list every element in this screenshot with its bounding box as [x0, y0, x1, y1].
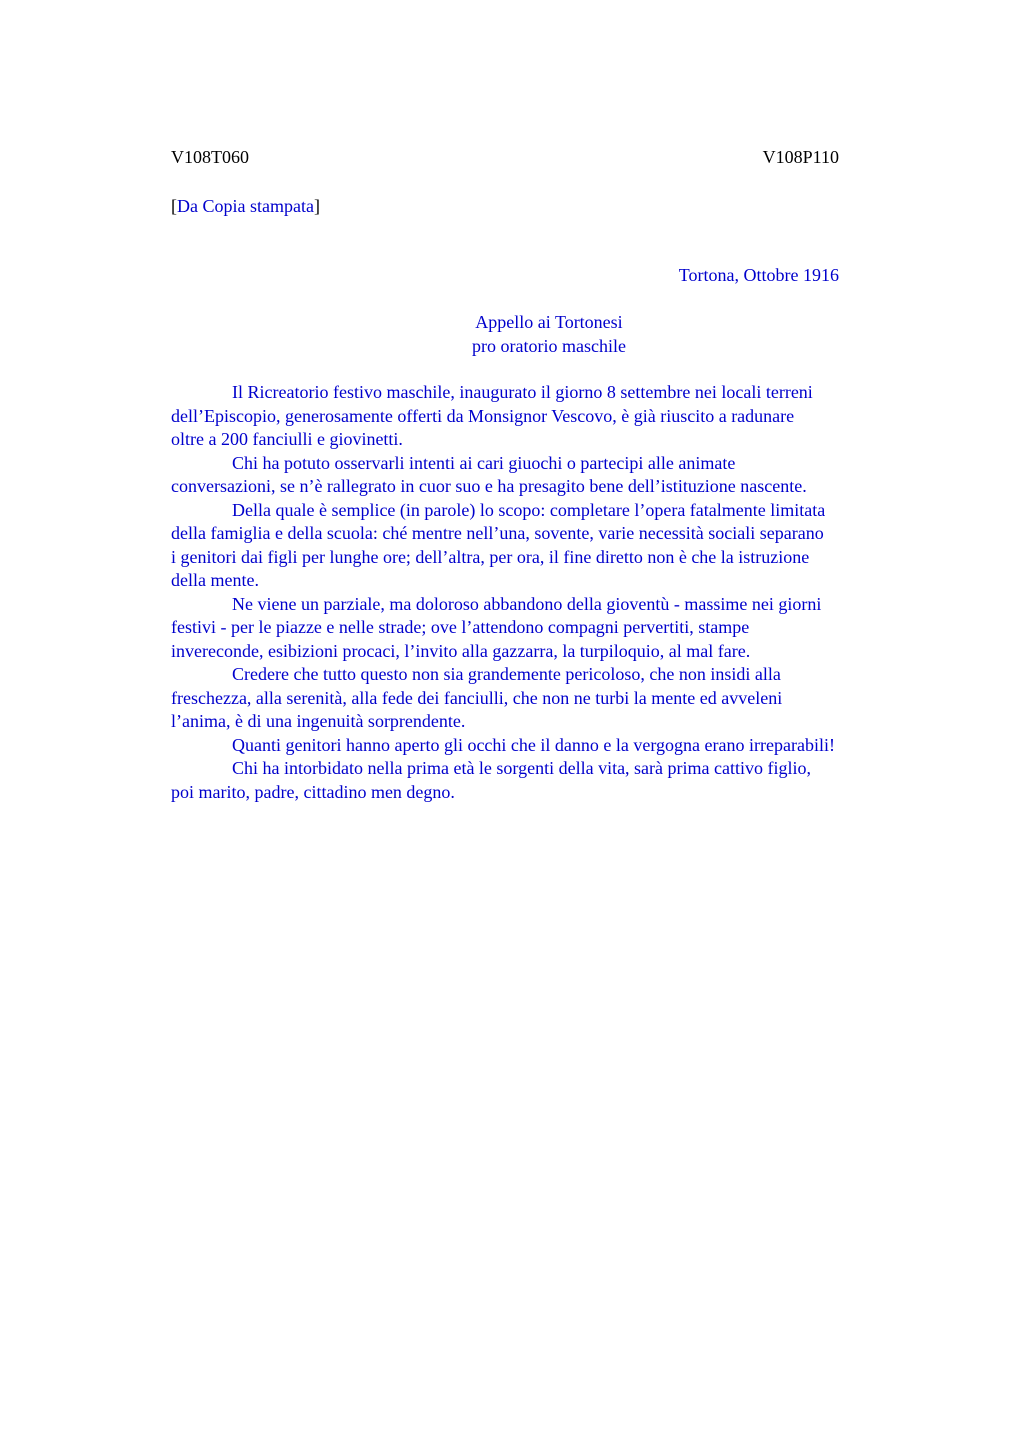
letter-title-line-1: Appello ai Tortonesi [475, 312, 623, 332]
paragraph-7: Chi ha intorbidato nella prima età le sorgenti della vita, sarà prima cattivo figlio, poi marito, padre, cittadino men degno. [171, 758, 811, 802]
letter-body [171, 381, 931, 804]
source-note [171, 195, 931, 219]
document-code-left: V108T060 [171, 147, 249, 167]
letter-title-line-2: pro oratorio maschile [472, 335, 626, 356]
paragraph-5: Credere che tutto questo non sia grandemente pericoloso, che non insidi alla freschezza, alla serenità, alla fede dei fanciulli, che non ne turbi la mente ed avveleni l’anima, è di una ingenuità sorprendente. [171, 664, 783, 731]
paragraph-1: Il Ricreatorio festivo maschile, inaugurato il giorno 8 settembre nei locali terreni dell’Episcopio, generosamente offerti da Monsignor Vescovo, è già riuscito a radunare oltre a 200 fanciulli e giovinetti. [171, 382, 813, 449]
source-note-text: Da Copia stampata [177, 196, 314, 216]
paragraph-4: Ne viene un parziale, ma doloroso abbandono della gioventù - massime nei giorni festivi - per le piazze e nelle strade; ove l’attendono compagni pervertiti, stampe invereconde, esibizioni procaci, l’invito alla gazzarra, la turpiloquio, al mal fare. [171, 593, 822, 661]
document-header [171, 146, 839, 170]
source-note-open-bracket: [ [171, 196, 177, 216]
place-date: Tortona, Ottobre 1916 [678, 264, 839, 285]
paragraph-6: Quanti genitori hanno aperto gli occhi che il danno e la vergogna erano irreparabili! [232, 734, 835, 755]
paragraph-3: Della quale è semplice (in parole) lo scopo: completare l’opera fatalmente limitata della famiglia e della scuola: ché mentre nell’una, sovente, varie necessità sociali separano i genitori dai figli per lunghe ore; dell’altra, per ora, il fine diretto non è che la istruzione della mente. [171, 499, 826, 590]
document-code-right: V108P110 [762, 147, 839, 167]
source-note-close-bracket: ] [313, 196, 320, 216]
paragraph-2: Chi ha potuto osservarli intenti ai cari giuochi o partecipi alle animate conversazioni, se n’è rallegrato in cuor suo e ha presagito bene dell’istituzione nascente. [171, 452, 807, 496]
document-page [171, 146, 931, 804]
letter-title [171, 311, 927, 358]
